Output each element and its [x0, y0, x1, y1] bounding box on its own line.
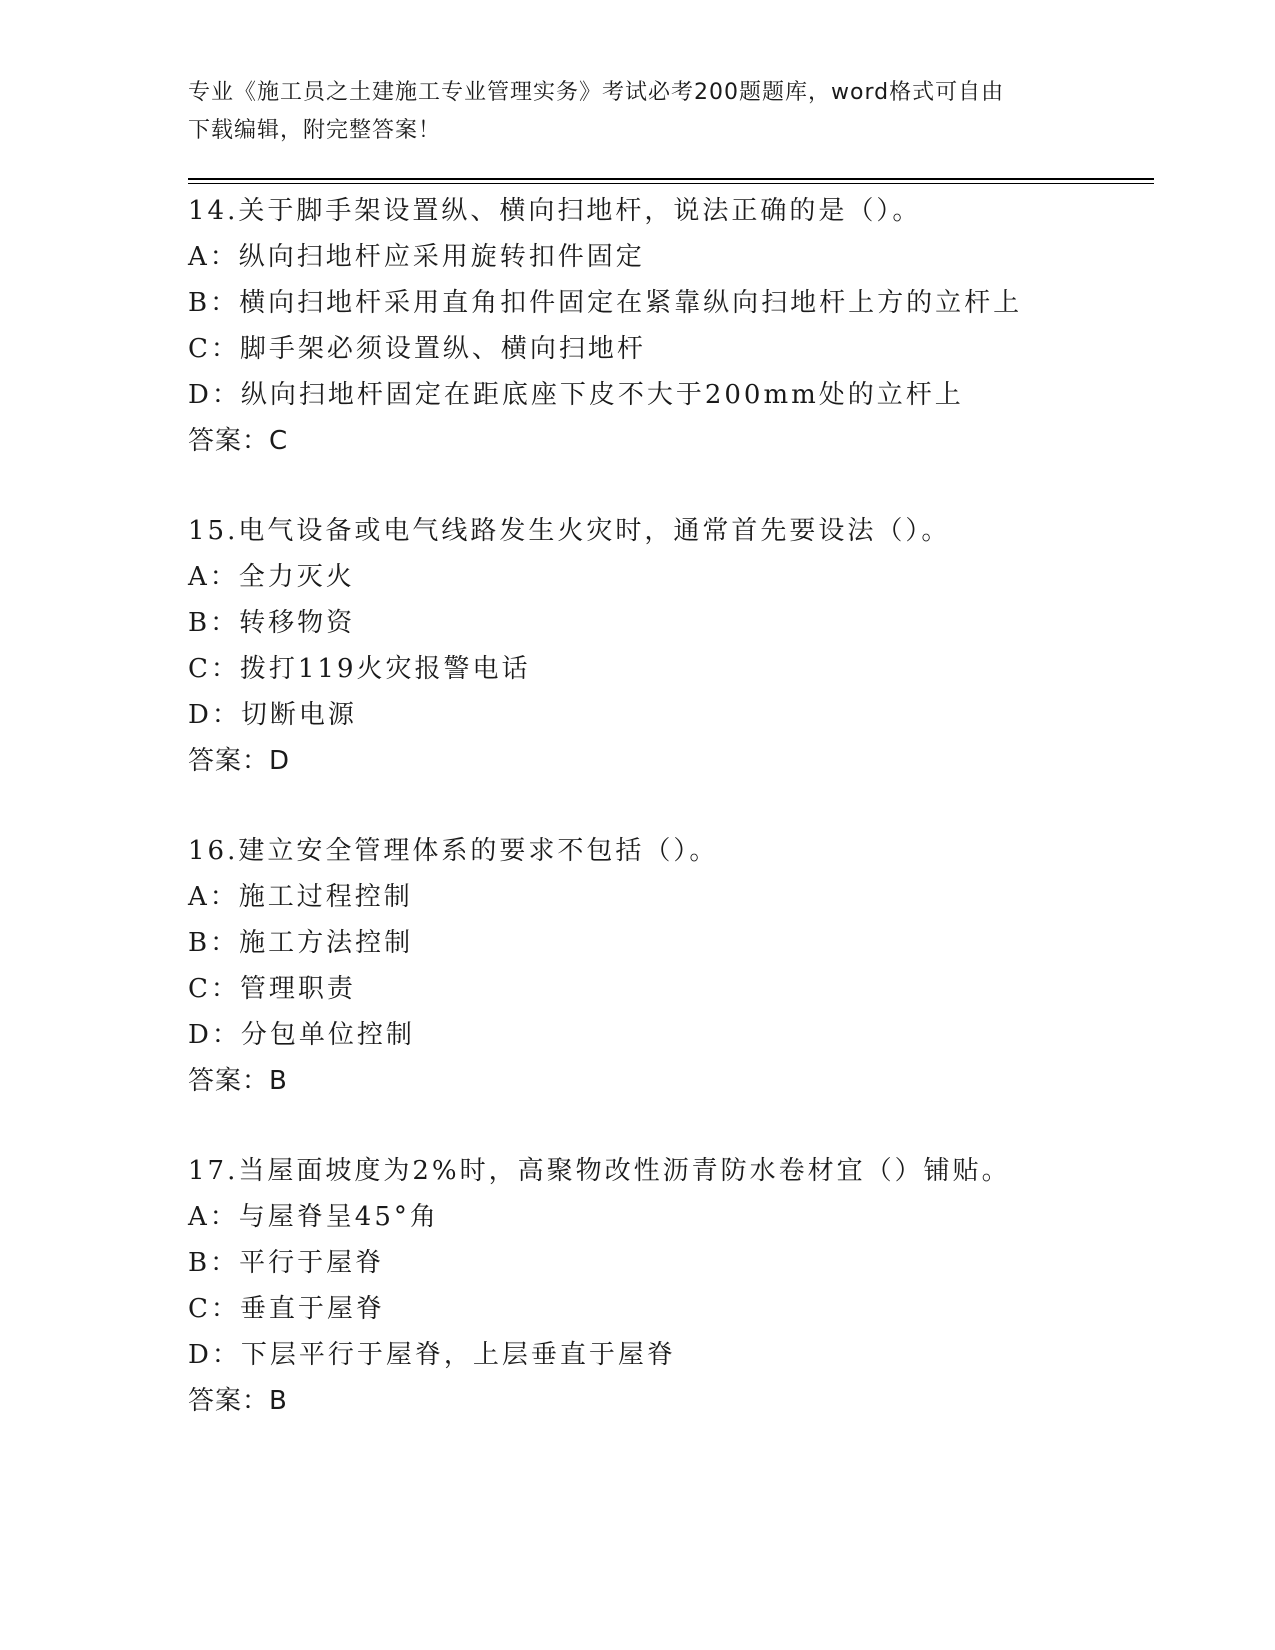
question-16 — [188, 828, 1148, 1148]
header-divider-thin — [188, 183, 1154, 184]
question-list — [188, 188, 1148, 1468]
option-c: C：管理职责 — [188, 974, 356, 1004]
question-stem: 14.关于脚手架设置纵、横向扫地杆，说法正确的是（）。 — [188, 196, 922, 226]
option-c: C：垂直于屋脊 — [188, 1294, 385, 1324]
question-stem: 17.当屋面坡度为2%时，高聚物改性沥青防水卷材宜（）铺贴。 — [188, 1156, 1011, 1186]
question-15 — [188, 508, 1148, 828]
option-a: A：施工过程控制 — [188, 882, 413, 912]
question-stem: 15.电气设备或电气线路发生火灾时，通常首先要设法（）。 — [188, 516, 951, 546]
option-d: D：切断电源 — [188, 700, 357, 730]
option-a: A：与屋脊呈45°角 — [188, 1202, 439, 1232]
option-a: A：纵向扫地杆应采用旋转扣件固定 — [188, 242, 645, 272]
header-line-1: 专业《施工员之土建施工专业管理实务》考试必考200题题库，word格式可自由 — [188, 80, 1005, 105]
question-14 — [188, 188, 1148, 508]
answer: 答案：B — [188, 1066, 288, 1096]
answer: 答案：D — [188, 746, 291, 776]
option-d: D：纵向扫地杆固定在距底座下皮不大于200mm处的立杆上 — [188, 380, 964, 410]
option-a: A：全力灭火 — [188, 562, 355, 592]
answer: 答案：B — [188, 1386, 288, 1416]
option-d: D：分包单位控制 — [188, 1020, 415, 1050]
option-d: D：下层平行于屋脊，上层垂直于屋脊 — [188, 1340, 676, 1370]
document-header — [188, 74, 1068, 150]
question-17 — [188, 1148, 1148, 1468]
option-c: C：拨打119火灾报警电话 — [188, 654, 531, 684]
header-line-2: 下载编辑，附完整答案！ — [188, 118, 442, 143]
option-b: B：施工方法控制 — [188, 928, 414, 958]
option-b: B：横向扫地杆采用直角扣件固定在紧靠纵向扫地杆上方的立杆上 — [188, 288, 1023, 318]
option-c: C：脚手架必须设置纵、横向扫地杆 — [188, 334, 646, 364]
option-b: B：平行于屋脊 — [188, 1248, 385, 1278]
option-b: B：转移物资 — [188, 608, 356, 638]
question-stem: 16.建立安全管理体系的要求不包括（）。 — [188, 836, 719, 866]
header-divider-thick — [188, 178, 1154, 180]
answer: 答案：C — [188, 426, 289, 456]
